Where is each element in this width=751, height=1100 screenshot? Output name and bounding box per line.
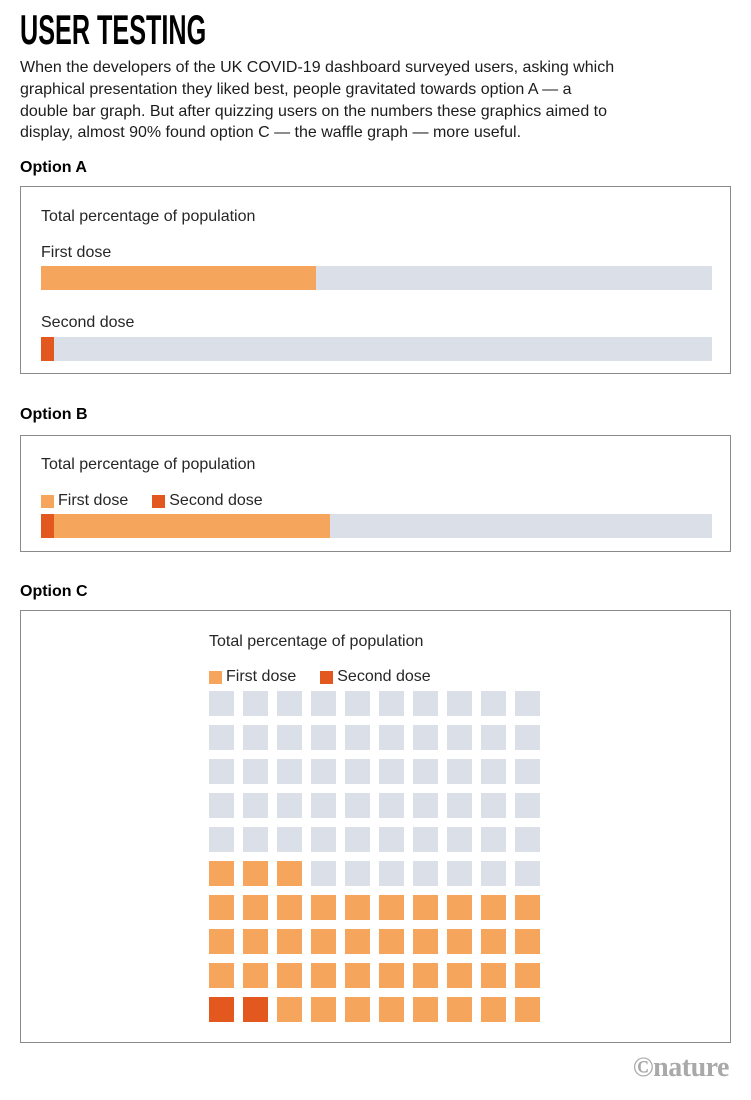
waffle-cell-empty — [243, 691, 268, 716]
intro-line: graphical presentation they liked best, people gravitated towards option A — a — [20, 80, 572, 98]
page-title: USER TESTING — [20, 6, 207, 53]
waffle-cell-empty — [311, 827, 336, 852]
legend-label: First dose — [58, 492, 129, 510]
waffle-cell-first-dose — [413, 997, 438, 1022]
waffle-cell-empty — [379, 725, 404, 750]
option-c-content — [209, 632, 710, 1022]
waffle-cell-empty — [243, 827, 268, 852]
waffle-cell-first-dose — [277, 997, 302, 1022]
waffle-cell-empty — [515, 759, 540, 784]
waffle-cell-empty — [243, 759, 268, 784]
waffle-cell-first-dose — [379, 963, 404, 988]
waffle-cell-empty — [379, 691, 404, 716]
waffle-cell-empty — [447, 861, 472, 886]
waffle-cell-empty — [379, 861, 404, 886]
waffle-cell-first-dose — [515, 895, 540, 920]
waffle-cell-first-dose — [447, 929, 472, 954]
waffle-cell-empty — [345, 725, 370, 750]
waffle-cell-first-dose — [243, 861, 268, 886]
waffle-cell-first-dose — [379, 997, 404, 1022]
waffle-cell-first-dose — [209, 929, 234, 954]
waffle-cell-first-dose — [413, 963, 438, 988]
waffle-cell-empty — [345, 827, 370, 852]
waffle-cell-first-dose — [481, 895, 506, 920]
waffle-cell-empty — [277, 691, 302, 716]
waffle-cell-first-dose — [413, 895, 438, 920]
legend-label: Second dose — [169, 492, 263, 510]
legend-item-second-dose — [152, 493, 262, 509]
option-b-legend — [41, 493, 710, 509]
waffle-cell-first-dose — [311, 963, 336, 988]
waffle-cell-second-dose — [209, 997, 234, 1022]
waffle-cell-empty — [379, 759, 404, 784]
legend-item-second-dose — [320, 669, 430, 685]
legend-label: Second dose — [337, 668, 431, 686]
waffle-cell-empty — [515, 793, 540, 818]
waffle-cell-empty — [277, 827, 302, 852]
footer — [633, 1052, 729, 1084]
waffle-cell-first-dose — [481, 997, 506, 1022]
waffle-cell-empty — [413, 759, 438, 784]
waffle-cell-empty — [345, 793, 370, 818]
waffle-cell-first-dose — [481, 929, 506, 954]
waffle-cell-first-dose — [277, 895, 302, 920]
waffle-cell-empty — [311, 725, 336, 750]
waffle-cell-first-dose — [447, 895, 472, 920]
waffle-cell-first-dose — [515, 929, 540, 954]
second-dose-bar-fill — [41, 337, 54, 361]
waffle-cell-first-dose — [277, 861, 302, 886]
first-dose-swatch-icon — [41, 495, 54, 508]
intro-line: display, almost 90% found option C — the waffle graph — more useful. — [20, 124, 522, 142]
waffle-cell-empty — [481, 861, 506, 886]
waffle-cell-first-dose — [345, 997, 370, 1022]
option-a-chart-title: Total percentage of population — [41, 208, 256, 226]
waffle-cell-empty — [447, 827, 472, 852]
first-dose-swatch-icon — [209, 671, 222, 684]
option-b-stacked-bar — [41, 514, 712, 538]
waffle-cell-first-dose — [345, 895, 370, 920]
intro-line: double bar graph. But after quizzing users on the numbers these graphics aimed to — [20, 102, 608, 120]
waffle-cell-empty — [209, 759, 234, 784]
waffle-chart — [209, 691, 540, 1022]
waffle-cell-empty — [345, 759, 370, 784]
waffle-cell-empty — [481, 759, 506, 784]
waffle-cell-first-dose — [311, 997, 336, 1022]
legend-label: First dose — [226, 668, 297, 686]
waffle-cell-empty — [209, 691, 234, 716]
waffle-cell-first-dose — [243, 895, 268, 920]
waffle-cell-first-dose — [413, 929, 438, 954]
waffle-cell-empty — [277, 759, 302, 784]
waffle-cell-empty — [209, 725, 234, 750]
waffle-cell-first-dose — [345, 929, 370, 954]
option-c-legend — [209, 669, 710, 685]
option-a-panel — [20, 186, 731, 374]
waffle-cell-empty — [379, 793, 404, 818]
waffle-cell-empty — [345, 861, 370, 886]
waffle-cell-first-dose — [345, 963, 370, 988]
waffle-cell-empty — [515, 691, 540, 716]
waffle-cell-empty — [481, 691, 506, 716]
waffle-cell-empty — [515, 827, 540, 852]
waffle-cell-first-dose — [209, 861, 234, 886]
waffle-cell-empty — [311, 861, 336, 886]
waffle-cell-empty — [481, 725, 506, 750]
waffle-cell-first-dose — [481, 963, 506, 988]
legend-item-first-dose — [209, 669, 296, 685]
waffle-cell-empty — [413, 827, 438, 852]
option-a-bar1-label: First dose — [41, 244, 112, 262]
waffle-cell-empty — [447, 725, 472, 750]
waffle-cell-empty — [481, 827, 506, 852]
waffle-cell-empty — [413, 861, 438, 886]
waffle-cell-second-dose — [243, 997, 268, 1022]
legend-item-first-dose — [41, 493, 128, 509]
waffle-cell-first-dose — [209, 895, 234, 920]
waffle-cell-empty — [311, 759, 336, 784]
waffle-cell-first-dose — [243, 929, 268, 954]
waffle-cell-first-dose — [311, 895, 336, 920]
waffle-cell-empty — [243, 793, 268, 818]
first-dose-segment — [54, 514, 329, 538]
nature-logo: ©nature — [632, 1052, 729, 1083]
waffle-cell-empty — [413, 691, 438, 716]
option-a-heading: Option A — [20, 159, 87, 177]
waffle-cell-empty — [447, 793, 472, 818]
waffle-cell-first-dose — [311, 929, 336, 954]
first-dose-bar-fill — [41, 266, 316, 290]
waffle-cell-empty — [345, 691, 370, 716]
waffle-cell-empty — [515, 725, 540, 750]
waffle-cell-first-dose — [515, 963, 540, 988]
waffle-cell-first-dose — [447, 997, 472, 1022]
option-c-heading: Option C — [20, 583, 88, 601]
waffle-cell-first-dose — [277, 963, 302, 988]
waffle-cell-empty — [209, 827, 234, 852]
waffle-cell-empty — [243, 725, 268, 750]
waffle-cell-empty — [481, 793, 506, 818]
waffle-cell-empty — [277, 725, 302, 750]
waffle-cell-first-dose — [243, 963, 268, 988]
waffle-cell-empty — [311, 691, 336, 716]
second-dose-swatch-icon — [152, 495, 165, 508]
intro-paragraph — [20, 57, 731, 144]
option-a-first-dose-bar — [41, 266, 712, 290]
waffle-cell-empty — [413, 793, 438, 818]
option-c-chart-title: Total percentage of population — [209, 633, 424, 651]
intro-line: When the developers of the UK COVID-19 dashboard surveyed users, asking which — [20, 59, 615, 76]
option-a-second-dose-bar — [41, 337, 712, 361]
waffle-cell-empty — [209, 793, 234, 818]
waffle-cell-first-dose — [209, 963, 234, 988]
waffle-cell-first-dose — [447, 963, 472, 988]
waffle-cell-empty — [447, 759, 472, 784]
option-b-panel — [20, 435, 731, 552]
waffle-cell-empty — [277, 793, 302, 818]
waffle-cell-first-dose — [515, 997, 540, 1022]
option-c-panel — [20, 610, 731, 1043]
waffle-cell-first-dose — [379, 929, 404, 954]
option-a-bar2-label: Second dose — [41, 314, 135, 332]
waffle-cell-first-dose — [277, 929, 302, 954]
waffle-cell-empty — [515, 861, 540, 886]
second-dose-swatch-icon — [320, 671, 333, 684]
waffle-cell-empty — [413, 725, 438, 750]
waffle-cell-empty — [379, 827, 404, 852]
second-dose-segment — [41, 514, 54, 538]
waffle-cell-first-dose — [379, 895, 404, 920]
option-b-heading: Option B — [20, 406, 88, 424]
option-b-chart-title: Total percentage of population — [41, 456, 256, 474]
waffle-cell-empty — [311, 793, 336, 818]
waffle-cell-empty — [447, 691, 472, 716]
